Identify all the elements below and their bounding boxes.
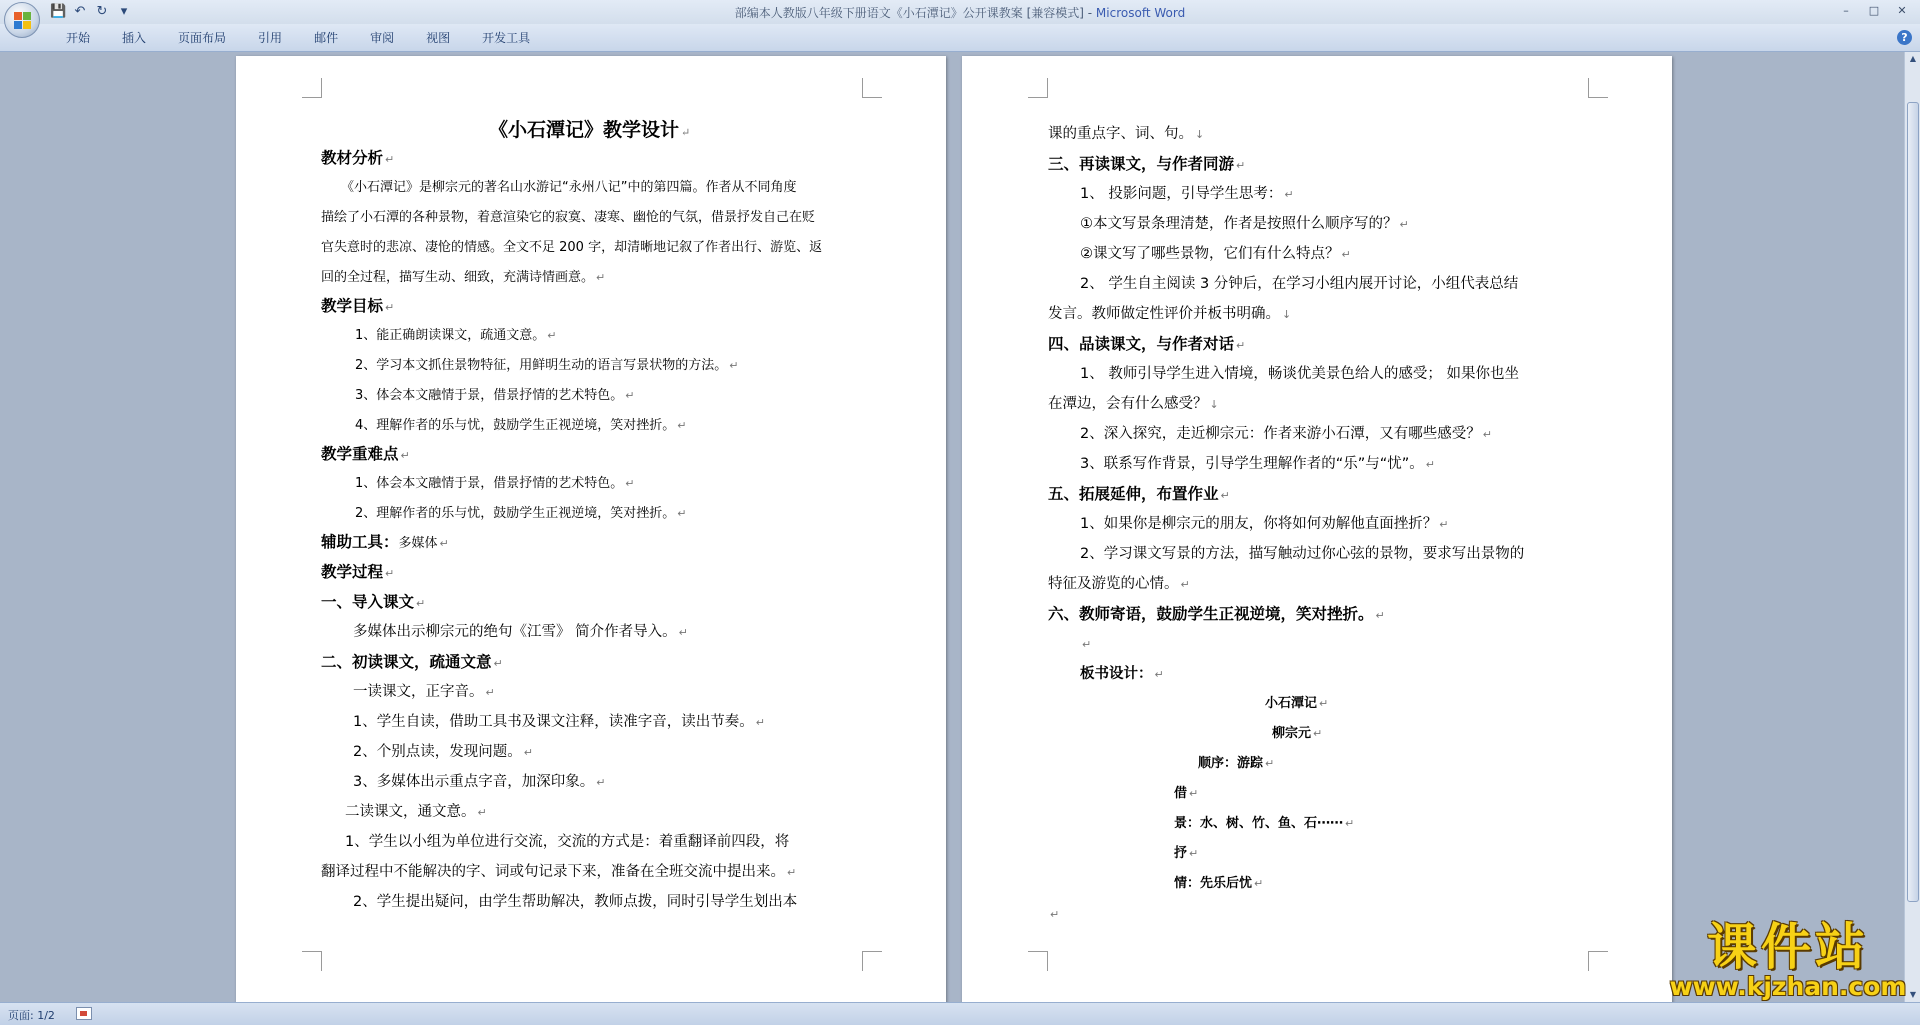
- section-6-heading: 六、教师寄语，鼓励学生正视逆境，笑对挫折。 ↵: [1048, 605, 1385, 623]
- section-4-line: 3、联系写作背景，引导学生理解作者的“乐”与“忧”。 ↵: [1080, 456, 1435, 472]
- key-item: 1、体会本文融情于景，借景抒情的艺术特色。 ↵: [355, 476, 635, 491]
- maximize-button[interactable]: □: [1868, 4, 1880, 17]
- crop-mark: [302, 78, 322, 98]
- title-bar: [0, 0, 1920, 24]
- board-author: 柳宗元 ↵: [1272, 726, 1323, 741]
- section-4-line: 2、深入探究，走近柳宗元：作者来游小石潭，又有哪些感受？ ↵: [1080, 426, 1492, 442]
- heading-analysis: 教材分析 ↵: [321, 149, 395, 167]
- vertical-scrollbar[interactable]: [1904, 52, 1920, 1002]
- section-1-heading: 一、导入课文 ↵: [321, 593, 426, 611]
- site-watermark: [1668, 920, 1908, 1002]
- section-2-line: 一读课文，正字音。 ↵: [353, 684, 495, 700]
- help-icon[interactable]: ?: [1897, 30, 1912, 45]
- page-2[interactable]: [962, 56, 1672, 1002]
- board-express: 抒 ↵: [1174, 846, 1199, 861]
- tab-developer[interactable]: 开发工具: [482, 31, 531, 45]
- tab-home[interactable]: 开始: [66, 31, 91, 45]
- section-4-line: 在潭边，会有什么感受？ ↓: [1048, 396, 1219, 412]
- scrollbar-thumb[interactable]: [1907, 102, 1919, 902]
- section-2-line: 2、个别点读，发现问题。 ↵: [353, 744, 533, 760]
- section-4-heading: 四、品读课文，与作者对话 ↵: [1048, 335, 1246, 353]
- goal-item: 1、能正确朗读课文，疏通文意。 ↵: [355, 328, 557, 343]
- ribbon-tabs: [50, 29, 546, 47]
- section-3-line: ①本文写景条理清楚，作者是按照什么顺序写的？ ↵: [1080, 216, 1409, 232]
- tab-view[interactable]: 视图: [426, 31, 451, 45]
- goal-item: 4、理解作者的乐与忧，鼓励学生正视逆境，笑对挫折。 ↵: [355, 418, 687, 433]
- undo-icon[interactable]: ↶: [74, 4, 86, 19]
- board-scenery: 景：水、树、竹、鱼、石⋯⋯ ↵: [1174, 816, 1355, 831]
- section-5-line: 1、如果你是柳宗元的朋友，你将如何劝解他直面挫折？ ↵: [1080, 516, 1449, 532]
- window-controls: [1834, 2, 1914, 20]
- continued-line: 课的重点字、词、句。 ↓: [1048, 126, 1205, 142]
- empty-paragraph: ↵: [1082, 638, 1092, 651]
- board-title: 小石潭记 ↵: [1265, 696, 1329, 711]
- watermark-url: www.kjzhan.com: [1669, 972, 1907, 1001]
- section-3-heading: 三、再读课文，与作者同游 ↵: [1048, 155, 1246, 173]
- crop-mark: [862, 951, 882, 971]
- document-workspace: [0, 52, 1904, 1002]
- section-5-line: 特征及游览的心情。 ↵: [1048, 576, 1190, 592]
- tab-page-layout[interactable]: 页面布局: [178, 31, 227, 45]
- crop-mark: [1028, 951, 1048, 971]
- section-3-line: ②课文写了哪些景物，它们有什么特点？ ↵: [1080, 246, 1351, 262]
- macro-record-icon[interactable]: [76, 1007, 92, 1020]
- section-2-line: 1、学生自读，借助工具书及课文注释，读准字音，读出节奏。 ↵: [353, 714, 765, 730]
- section-2-line: 2、学生提出疑问，由学生帮助解决，教师点拨，同时引导学生划出本: [353, 894, 798, 910]
- app-name: Microsoft Word: [1095, 6, 1186, 20]
- analysis-line: 《小石潭记》是柳宗元的著名山水游记“永州八记”中的第四篇。作者从不同角度: [341, 180, 797, 195]
- crop-mark: [1588, 78, 1608, 98]
- page-count-status[interactable]: 页面: 1/2: [8, 1009, 55, 1022]
- heading-key-points: 教学重难点 ↵: [321, 445, 410, 463]
- section-1-text: 多媒体出示柳宗元的绝句《江雪》 简介作者导入。 ↵: [353, 624, 688, 640]
- section-4-line: 1、 教师引导学生进入情境，畅谈优美景色给人的感受； 如果你也坐: [1080, 366, 1519, 382]
- section-5-line: 2、学习课文写景的方法，描写触动过你心弦的景物，要求写出景物的: [1080, 546, 1525, 562]
- customize-qat-icon[interactable]: ▾: [120, 4, 128, 19]
- crop-mark: [862, 78, 882, 98]
- goal-item: 3、体会本文融情于景，借景抒情的艺术特色。 ↵: [355, 388, 635, 403]
- office-logo-icon: [14, 12, 31, 29]
- tab-mailings[interactable]: 邮件: [314, 31, 339, 45]
- page-1[interactable]: [236, 56, 946, 1002]
- tab-insert[interactable]: 插入: [122, 31, 147, 45]
- office-button[interactable]: [4, 2, 40, 38]
- crop-mark: [1588, 951, 1608, 971]
- minimize-button[interactable]: –: [1843, 4, 1849, 17]
- scroll-down-icon[interactable]: ▼: [1909, 990, 1917, 999]
- section-2-heading: 二、初读课文，疏通文意 ↵: [321, 653, 503, 671]
- analysis-line: 官失意时的悲凉、凄怆的情感。全文不足 200 字，却清晰地记叙了作者出行、游览、返: [321, 240, 823, 255]
- redo-icon[interactable]: ↻: [96, 4, 108, 19]
- close-button[interactable]: ✕: [1897, 4, 1907, 17]
- crop-mark: [302, 951, 322, 971]
- section-3-line: 2、 学生自主阅读 3 分钟后，在学习小组内展开讨论，小组代表总结: [1080, 276, 1519, 292]
- board-borrow: 借 ↵: [1174, 786, 1199, 801]
- section-3-line: 1、 投影问题，引导学生思考： ↵: [1080, 186, 1294, 202]
- window-title: [0, 4, 1920, 21]
- tools-line: 辅助工具：多媒体 ↵: [321, 533, 449, 551]
- board-design-label: 板书设计： ↵: [1080, 666, 1164, 682]
- scroll-up-icon[interactable]: ▲: [1909, 54, 1917, 63]
- goal-item: 2、学习本文抓住景物特征，用鲜明生动的语言写景状物的方法。 ↵: [355, 358, 739, 373]
- key-item: 2、理解作者的乐与忧，鼓励学生正视逆境，笑对挫折。 ↵: [355, 506, 687, 521]
- section-2-line: 3、多媒体出示重点字音，加深印象。 ↵: [353, 774, 606, 790]
- document-title: 部编本人教版八年级下册语文《小石潭记》公开课教案 [兼容模式] -: [734, 6, 1096, 20]
- section-2-line: 二读课文，通文意。 ↵: [345, 804, 487, 820]
- empty-paragraph: ↵: [1050, 908, 1060, 921]
- section-2-line: 翻译过程中不能解决的字、词或句记录下来，准备在全班交流中提出来。 ↵: [321, 864, 797, 880]
- section-3-line: 发言。教师做定性评价并板书明确。 ↓: [1048, 306, 1292, 322]
- section-5-heading: 五、拓展延伸，布置作业 ↵: [1048, 485, 1230, 503]
- analysis-line: 描绘了小石潭的各种景物，着意渲染它的寂寞、凄寒、幽怆的气氛，借景抒发自己在贬: [321, 210, 816, 225]
- tab-references[interactable]: 引用: [258, 31, 283, 45]
- board-order: 顺序：游踪 ↵: [1198, 756, 1275, 771]
- doc-title: 《小石潭记》教学设计 ↵: [489, 119, 691, 141]
- ribbon: [0, 24, 1920, 52]
- board-emotion: 情：先乐后忧 ↵: [1174, 876, 1264, 891]
- section-2-line: 1、学生以小组为单位进行交流，交流的方式是：着重翻译前四段，将: [345, 834, 790, 850]
- crop-mark: [1028, 78, 1048, 98]
- tab-review[interactable]: 审阅: [370, 31, 395, 45]
- heading-goals: 教学目标 ↵: [321, 297, 395, 315]
- status-bar: [0, 1002, 1920, 1025]
- heading-process: 教学过程 ↵: [321, 563, 395, 581]
- save-icon[interactable]: 💾: [50, 4, 67, 19]
- watermark-name: 课件站: [1707, 918, 1869, 976]
- analysis-line: 回的全过程，描写生动、细致，充满诗情画意。 ↵: [321, 270, 606, 285]
